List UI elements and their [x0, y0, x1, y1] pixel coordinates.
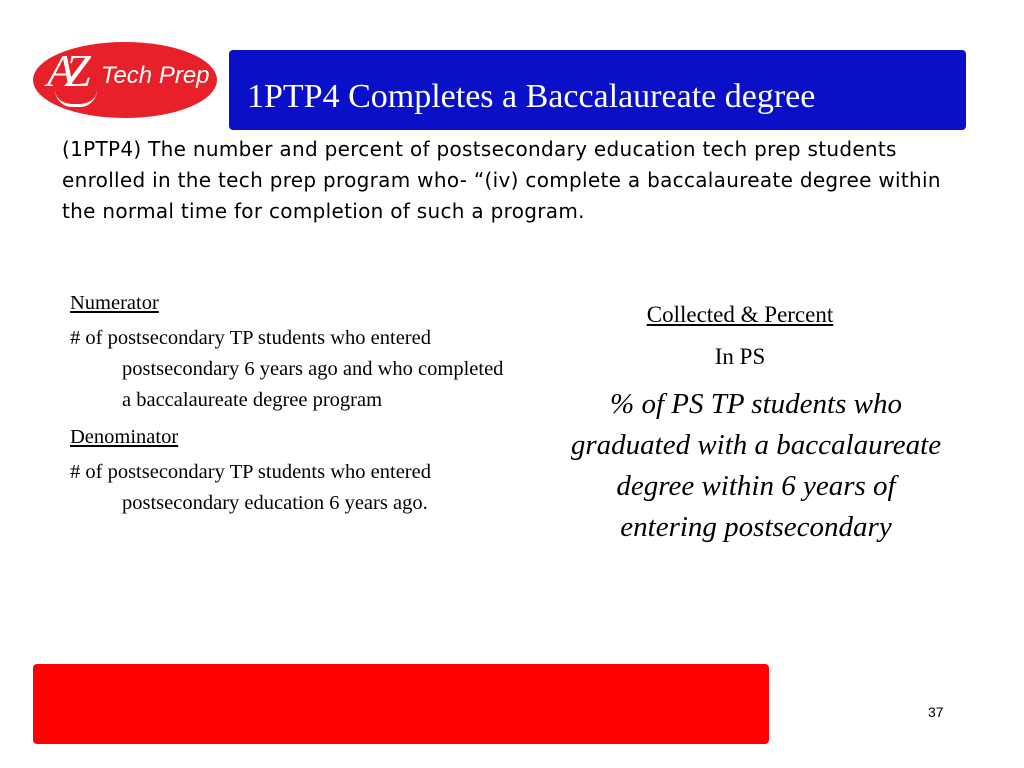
title-bar: [229, 50, 966, 130]
percent-formula: % of PS TP students who graduated with a baccalaureate degree within 6 years of entering postsecondary: [570, 388, 942, 543]
numerator-text: # of postsecondary TP students who entered postsecondary 6 years ago and who completed a baccalaureate degree program: [70, 327, 504, 411]
logo-swoosh-icon: [55, 90, 97, 107]
numerator-heading: Numerator: [70, 292, 159, 314]
collected-subheading: In PS: [714, 344, 766, 369]
slide-title: 1PTP4 Completes a Baccalaureate degree: [247, 78, 816, 115]
az-tech-prep-logo: [33, 42, 217, 118]
logo-mark: AZ: [47, 45, 81, 96]
collected-percent-section: [560, 300, 942, 548]
collected-heading: Collected & Percent: [646, 302, 834, 327]
footer-bar: [33, 664, 769, 744]
denominator-heading: Denominator: [70, 426, 179, 448]
page-number: 37: [928, 704, 944, 720]
measure-definition: (1PTP4) The number and percent of postsecondary education tech prep students enrolled in the tech prep program who- “(iv) complete a baccalaureate degree within the normal time for completion of such a program.: [62, 137, 941, 223]
formula-components: [70, 288, 510, 525]
denominator-text: # of postsecondary TP students who entered postsecondary education 6 years ago.: [70, 461, 431, 514]
logo-text: Tech Prep: [101, 62, 210, 89]
